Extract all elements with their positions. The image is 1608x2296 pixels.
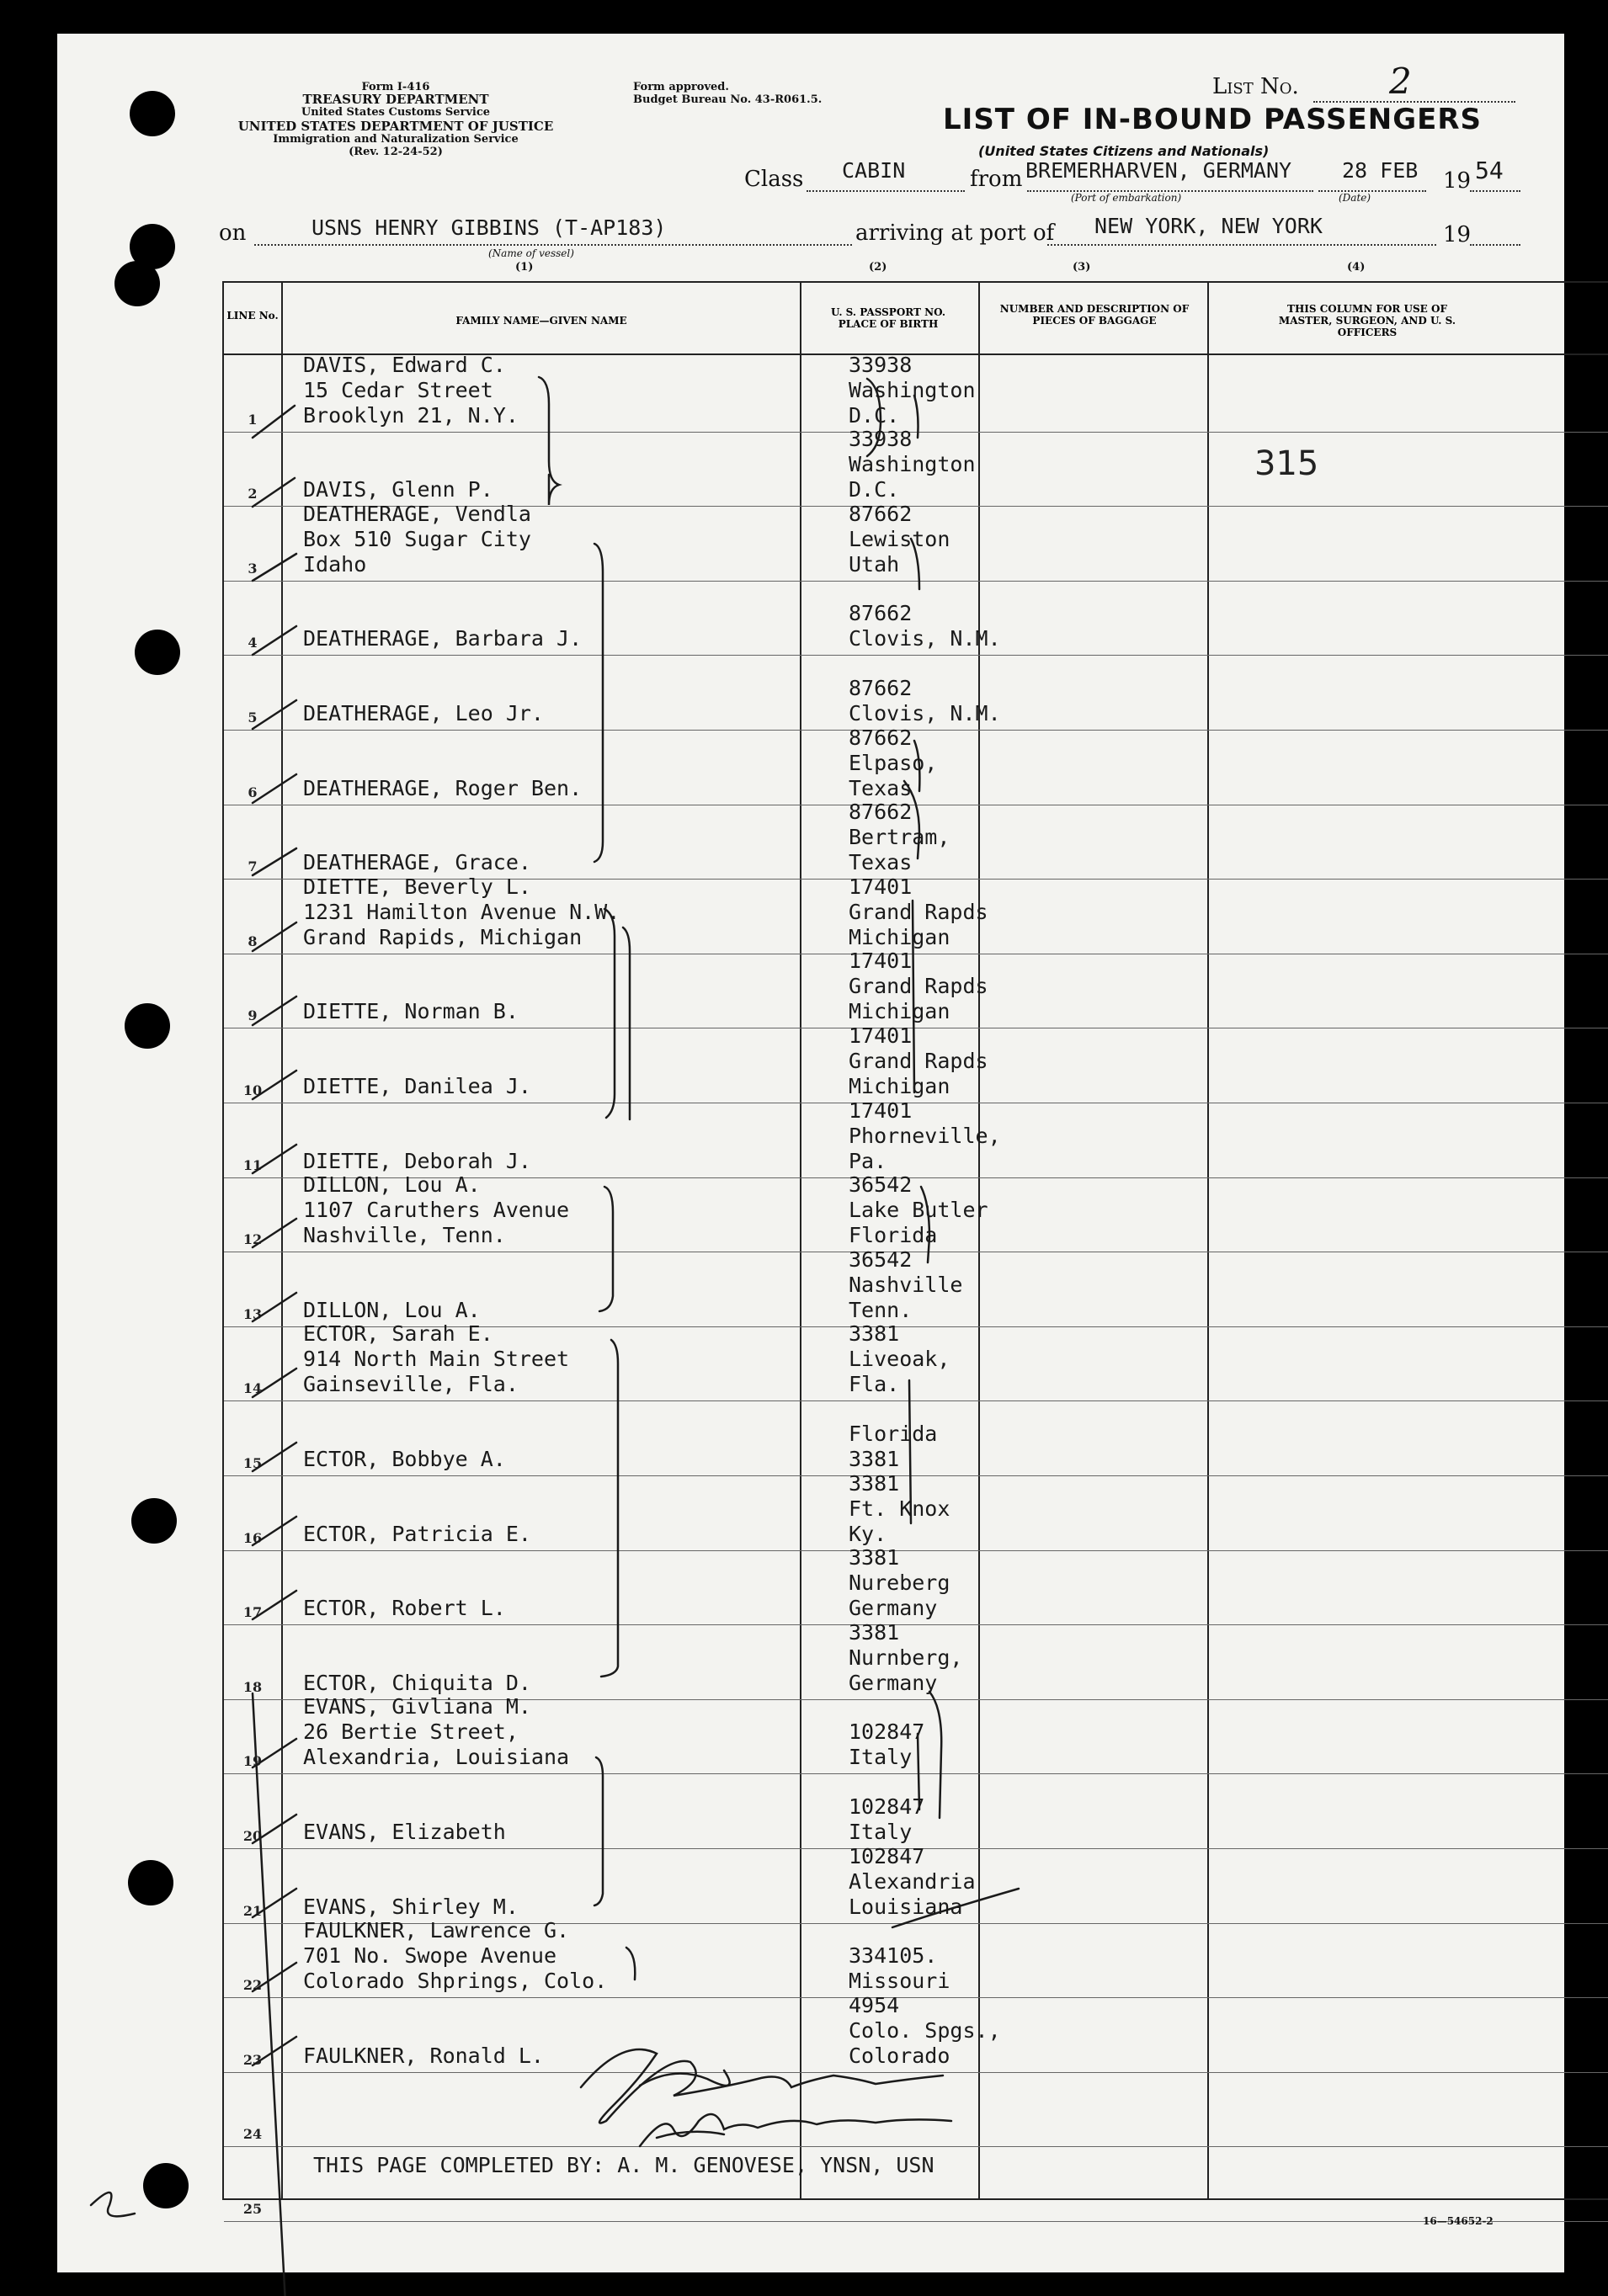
line-number: 20 bbox=[242, 1828, 263, 1844]
col-header-name: FAMILY NAME—GIVEN NAME bbox=[455, 315, 627, 327]
passport-birthplace: 33938 Washington D.C. bbox=[849, 427, 976, 502]
passport-birthplace: 36542 Nashville Tenn. bbox=[849, 1246, 963, 1322]
line-number: 18 bbox=[242, 1678, 263, 1695]
approval-note: Form approved. Budget Bureau No. 43-R061.5. bbox=[633, 81, 823, 106]
passenger-name: DEATHERAGE, Roger Ben. bbox=[303, 775, 583, 800]
passenger-name: DEATHERAGE, Leo Jr. bbox=[303, 701, 544, 725]
passenger-name: ECTOR, Robert L. bbox=[303, 1596, 506, 1621]
passport-birthplace: 36542 Lake Butler Florida bbox=[849, 1172, 988, 1248]
col-num-1: (1) bbox=[515, 261, 534, 274]
passport-birthplace: 4954 Colo. Spgs., Colorado bbox=[849, 1992, 1001, 2068]
passenger-name: DAVIS, Edward C. 15 Cedar Street Brooklyn 21, N.Y. bbox=[303, 352, 519, 428]
page-subtitle: (United States Citizens and Nationals) bbox=[978, 143, 1270, 159]
date-value: 28 FEB bbox=[1342, 158, 1419, 183]
passenger-name: FAULKNER, Ronald L. bbox=[303, 2043, 544, 2068]
line-number: 24 bbox=[242, 2126, 263, 2143]
passenger-name: DILLON, Lou A. bbox=[303, 1297, 481, 1322]
port-embarkation: BREMERHARVEN, GERMANY bbox=[1025, 158, 1292, 183]
col-num-2: (2) bbox=[869, 261, 887, 274]
line-number: 19 bbox=[242, 1753, 263, 1770]
passenger-name: DAVIS, Glenn P. bbox=[303, 477, 493, 502]
line-number: 6 bbox=[248, 784, 258, 800]
passenger-name: DIETTE, Danilea J. bbox=[303, 1074, 531, 1098]
passport-birthplace: 102847 Italy bbox=[849, 1719, 925, 1770]
form-code: 16—54652-2 bbox=[1423, 2215, 1494, 2227]
passenger-name: ECTOR, Chiquita D. bbox=[303, 1670, 531, 1695]
passenger-name: DEATHERAGE, Barbara J. bbox=[303, 626, 583, 651]
line-number: 22 bbox=[242, 1977, 263, 1994]
vessel-caption: (Name of vessel) bbox=[488, 247, 574, 259]
line-number: 1 bbox=[248, 411, 258, 428]
passenger-name: FAULKNER, Lawrence G. 701 No. Swope Avenue Colorado Shprings, Colo. bbox=[303, 1918, 608, 1994]
list-no-label: List No. bbox=[1212, 74, 1299, 99]
arriving-label: arriving at port of bbox=[855, 221, 1055, 246]
passenger-name: ECTOR, Patricia E. bbox=[303, 1521, 531, 1546]
col-header-passport: U. S. PASSPORT NO. PLACE OF BIRTH bbox=[830, 306, 946, 330]
officer-note: 315 bbox=[1254, 444, 1319, 483]
passport-birthplace: 334105. Missouri bbox=[849, 1943, 950, 1994]
passenger-name: EVANS, Shirley M. bbox=[303, 1894, 519, 1919]
col-header-officers: THIS COLUMN FOR USE OF MASTER, SURGEON, AND U. S. OFFICERS bbox=[1278, 303, 1456, 338]
completed-by: THIS PAGE COMPLETED BY: A. M. GENOVESE, YNSN, USN bbox=[313, 2153, 934, 2177]
passenger-name: DIETTE, Beverly L. 1231 Hamilton Avenue N.W. Grand Rapids, Michigan bbox=[303, 874, 620, 949]
col-num-4: (4) bbox=[1347, 261, 1366, 274]
line-number: 4 bbox=[248, 635, 258, 651]
year-value: 54 bbox=[1475, 157, 1504, 184]
passport-birthplace: 3381 Liveoak, Fla. bbox=[849, 1321, 950, 1397]
line-number: 13 bbox=[242, 1305, 263, 1322]
passport-birthplace: 17401 Grand Rapds Michigan bbox=[849, 1023, 988, 1098]
from-label: from bbox=[970, 167, 1023, 192]
line-number: 14 bbox=[242, 1380, 263, 1397]
class-value: CABIN bbox=[842, 158, 906, 183]
passport-birthplace: 87662 Clovis, N.M. bbox=[849, 601, 1001, 651]
line-number: 8 bbox=[248, 933, 258, 949]
passenger-name: DIETTE, Deborah J. bbox=[303, 1148, 531, 1173]
vessel-name: USNS HENRY GIBBINS (T-AP183) bbox=[311, 215, 667, 240]
passenger-name: DIETTE, Norman B. bbox=[303, 999, 519, 1024]
passport-birthplace: 102847 Alexandria Louisiana bbox=[849, 1843, 976, 1919]
passport-birthplace: 102847 Italy bbox=[849, 1794, 925, 1844]
page-title: LIST OF IN-BOUND PASSENGERS bbox=[943, 103, 1482, 136]
passport-birthplace: 17401 Phorneville, Pa. bbox=[849, 1098, 1001, 1173]
line-number: 15 bbox=[242, 1455, 263, 1471]
line-number: 11 bbox=[242, 1156, 263, 1173]
line-number: 5 bbox=[248, 710, 258, 725]
year-prefix: 19 bbox=[1443, 168, 1472, 194]
year-prefix-2: 19 bbox=[1443, 222, 1472, 247]
passenger-name: DILLON, Lou A. 1107 Caruthers Avenue Nashville, Tenn. bbox=[303, 1172, 570, 1248]
port-caption: (Port of embarkation) bbox=[1071, 192, 1182, 204]
passport-birthplace: 87662 Bertram, Texas bbox=[849, 800, 950, 875]
passport-birthplace: 3381 Ft. Knox Ky. bbox=[849, 1470, 950, 1546]
line-number: 16 bbox=[242, 1529, 263, 1546]
passenger-name: EVANS, Elizabeth bbox=[303, 1820, 506, 1844]
line-number: 9 bbox=[248, 1007, 258, 1024]
passport-birthplace: 17401 Grand Rapds Michigan bbox=[849, 949, 988, 1024]
line-number: 23 bbox=[242, 2051, 263, 2068]
line-number: 25 bbox=[242, 2201, 263, 2217]
passenger-name: EVANS, Givliana M. 26 Bertie Street, Alexandria, Louisiana bbox=[303, 1694, 570, 1770]
line-number: 21 bbox=[242, 1902, 263, 1919]
line-number: 17 bbox=[242, 1604, 263, 1621]
passport-birthplace: Florida 3381 bbox=[849, 1422, 938, 1471]
on-label: on bbox=[219, 221, 247, 246]
date-caption: (Date) bbox=[1339, 192, 1371, 204]
form-block: Form I-416 TREASURY DEPARTMENT United States Customs Service UNITED STATES DEPARTMENT OF JUSTICE Immigration and Naturalization Service (Rev. 12-24-52) bbox=[237, 81, 554, 158]
class-label: Class bbox=[744, 167, 804, 192]
arrival-port: NEW YORK, NEW YORK bbox=[1094, 214, 1323, 238]
passport-birthplace: 3381 Nurnberg, Germany bbox=[849, 1619, 963, 1695]
passenger-name: DEATHERAGE, Grace. bbox=[303, 850, 531, 875]
passenger-name: ECTOR, Sarah E. 914 North Main Street Gainseville, Fla. bbox=[303, 1321, 570, 1397]
passport-birthplace: 17401 Grand Rapds Michigan bbox=[849, 874, 988, 949]
col-num-3: (3) bbox=[1073, 261, 1091, 274]
passport-birthplace: 3381 Nureberg Germany bbox=[849, 1545, 950, 1621]
line-number: 7 bbox=[248, 858, 258, 875]
passport-birthplace: 87662 Elpaso, Texas bbox=[849, 725, 938, 800]
passenger-name: ECTOR, Bobbye A. bbox=[303, 1447, 506, 1471]
line-number: 12 bbox=[242, 1231, 263, 1248]
line-number: 2 bbox=[248, 486, 258, 502]
passport-birthplace: 87662 Lewiston Utah bbox=[849, 501, 950, 577]
line-number: 3 bbox=[248, 560, 258, 577]
col-header-line: LINE No. bbox=[226, 310, 279, 322]
passport-birthplace: 33938 Washington D.C. bbox=[849, 352, 976, 428]
passport-birthplace: 87662 Clovis, N.M. bbox=[849, 676, 1001, 725]
list-no-value: 2 bbox=[1389, 61, 1412, 102]
col-header-baggage: NUMBER AND DESCRIPTION OF PIECES OF BAGGAGE bbox=[999, 303, 1190, 327]
line-number: 10 bbox=[242, 1082, 263, 1098]
passenger-name: DEATHERAGE, Vendla Box 510 Sugar City Idaho bbox=[303, 501, 531, 577]
